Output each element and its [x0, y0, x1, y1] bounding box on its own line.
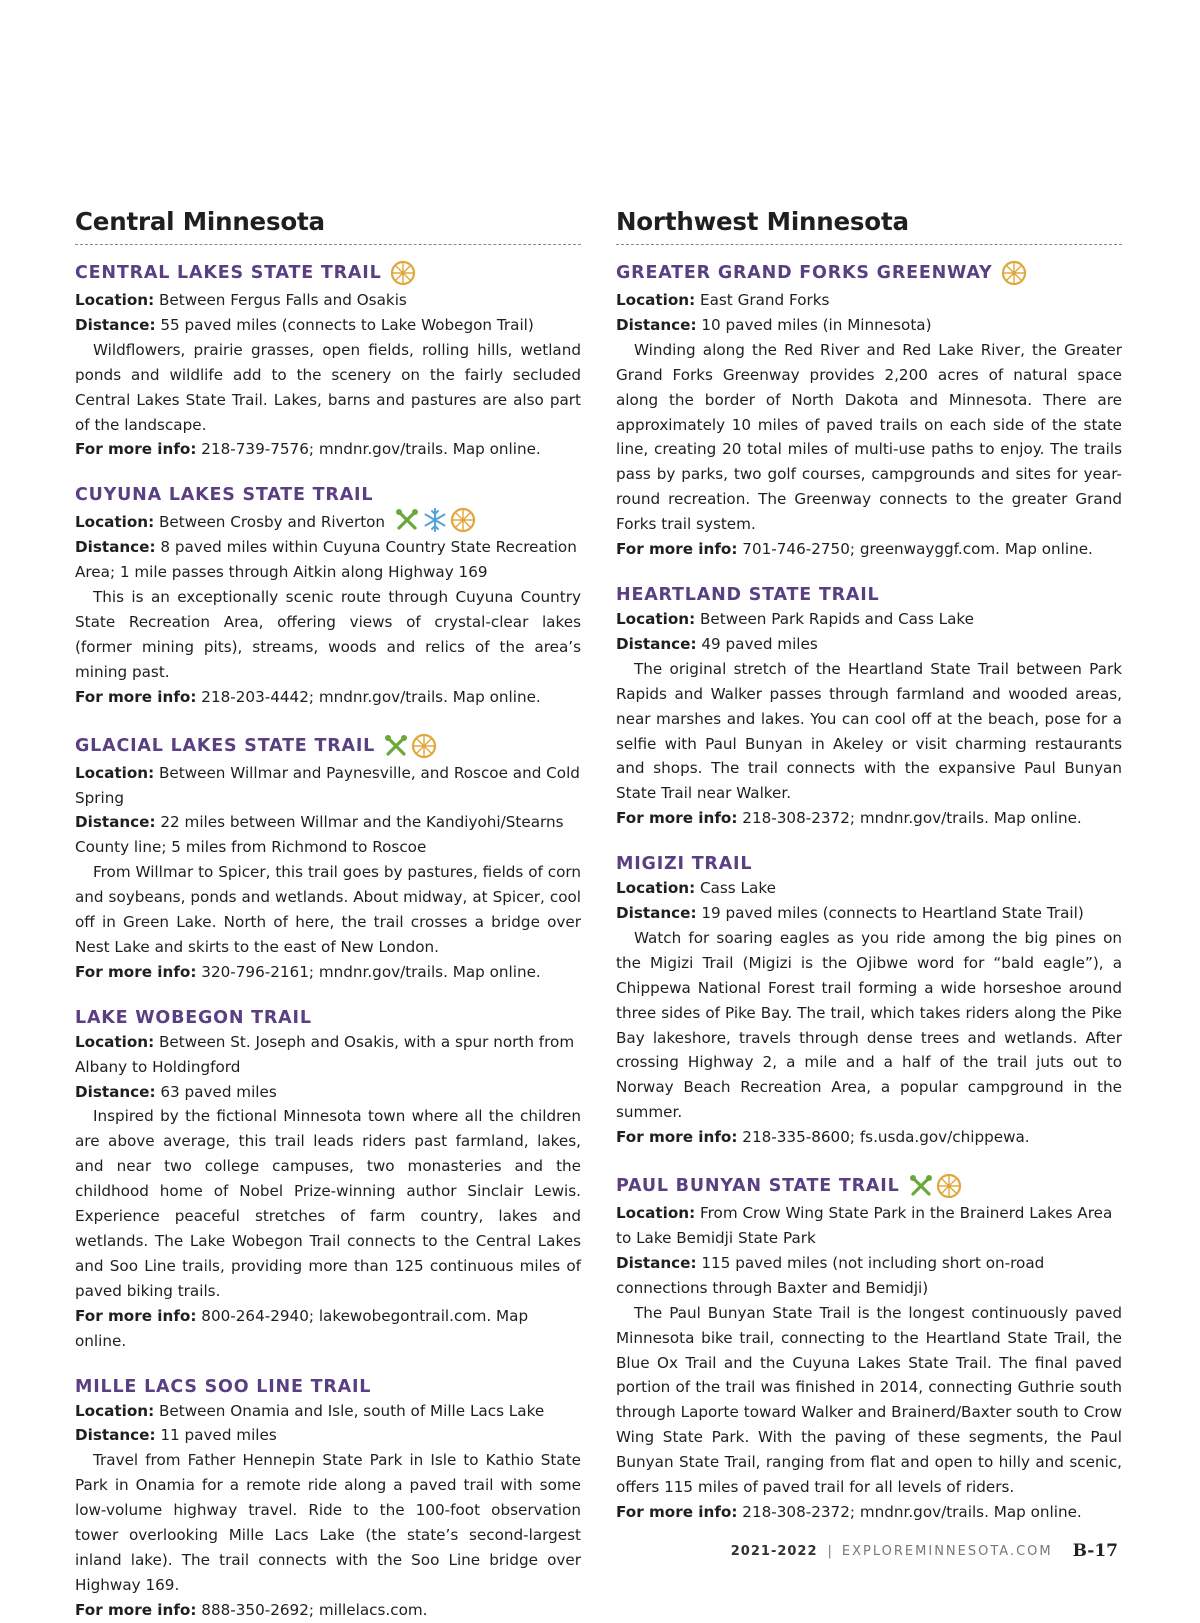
footer-website: EXPLOREMINNESOTA.COM — [841, 1543, 1053, 1559]
location-value: Cass Lake — [699, 879, 776, 898]
trail-name: GREATER GRAND FORKS GREENWAY — [616, 263, 993, 283]
distance-line — [75, 810, 581, 860]
location-line — [616, 1201, 1122, 1251]
distance-value: 19 paved miles (connects to Heartland State Trail) — [701, 904, 1084, 923]
trail-name: HEARTLAND STATE TRAIL — [616, 584, 880, 605]
info-label: For more info: — [616, 540, 738, 559]
location-label: Location: — [75, 291, 155, 309]
distance-label: Distance: — [75, 1082, 156, 1101]
trail-entry — [75, 1377, 581, 1623]
distance-label: Distance: — [616, 1253, 697, 1272]
info-value: 320-796-2161; mndnr.gov/trails. Map online. — [201, 962, 541, 981]
info-value: 218-308-2372; mndnr.gov/trails. Map online. — [742, 809, 1082, 828]
location-line — [75, 761, 581, 811]
info-value: 218-203-4442; mndnr.gov/trails. Map online. — [201, 687, 541, 706]
location-value: Between Park Rapids and Cass Lake — [699, 609, 975, 628]
info-value: 888-350-2692; millelacs.com. — [201, 1600, 428, 1619]
trail-heading — [616, 1173, 1122, 1199]
distance-label: Distance: — [75, 538, 156, 557]
region-title: Central Minnesota — [75, 207, 581, 245]
distance-value: 49 paved miles — [701, 634, 818, 653]
trail-heading — [75, 1377, 581, 1397]
location-value: Between Crosby and Riverton — [158, 513, 386, 532]
location-value: From Crow Wing State Park in the Brainerd Lakes Area to Lake Bemidji State Park — [616, 1204, 1113, 1247]
distance-line — [616, 901, 1122, 926]
info-line — [75, 1598, 581, 1623]
distance-label: Distance: — [616, 634, 697, 653]
distance-value: 115 paved miles (not including short on-road connections through Baxter and Bemidji) — [616, 1253, 1045, 1297]
distance-value: 55 paved miles (connects to Lake Wobegon Trail) — [160, 315, 534, 334]
info-line — [75, 685, 581, 710]
info-label: For more info: — [616, 1128, 738, 1147]
distance-label: Distance: — [616, 904, 697, 923]
info-label: For more info: — [75, 1306, 197, 1325]
info-label: For more info: — [616, 809, 738, 828]
trail-entry — [616, 260, 1122, 562]
location-value: Between Onamia and Isle, south of Mille Lacs Lake — [158, 1401, 545, 1420]
trail-entry — [616, 854, 1122, 1150]
location-label: Location: — [616, 609, 696, 628]
location-line — [75, 288, 581, 313]
page-number: B-17 — [1072, 1541, 1118, 1561]
distance-line — [616, 1251, 1122, 1301]
bike-wheel-icon — [1001, 260, 1027, 286]
distance-line — [75, 1080, 581, 1105]
info-label: For more info: — [75, 687, 197, 706]
distance-label: Distance: — [75, 813, 156, 832]
distance-line — [75, 535, 581, 585]
trail-entry — [616, 1173, 1122, 1525]
trail-description: Wildflowers, prairie grasses, open fields, rolling hills, wetland ponds and wildlife add to the scenery on the fairly secluded Central Lakes State Trail. Lakes, barns and pastures are also part of the landscape. — [75, 340, 581, 434]
trail-icons — [908, 1173, 962, 1199]
distance-value: 8 paved miles within Cuyuna Country State Recreation Area; 1 mile passes through Aitkin along Highway 169 — [75, 538, 577, 582]
info-line — [75, 1304, 581, 1354]
location-value: East Grand Forks — [699, 291, 830, 309]
distance-line — [616, 632, 1122, 657]
location-value: Between Willmar and Paynesville, and Roscoe and Cold Spring — [75, 763, 580, 807]
trail-description: From Willmar to Spicer, this trail goes by pastures, fields of corn and soybeans, ponds and wetlands. About midway, at Spicer, cool off in Green Lake. North of here, the trail crosses a bridge over Nest Lake and skirts to the east of New London. — [75, 863, 581, 956]
footer-year: 2021-2022 — [730, 1543, 818, 1559]
info-label: For more info: — [75, 962, 197, 981]
region-title: Northwest Minnesota — [616, 207, 1122, 245]
info-line — [75, 437, 581, 462]
trail-description: The original stretch of the Heartland State Trail between Park Rapids and Walker passes through farmland and wooded areas, near marshes and lakes. You can cool off at the beach, pose for a selfie with Paul Bunyan in Akeley or visit charming restaurants and shops. The trail connects with the expansive Paul Bunyan State Trail near Walker. — [616, 659, 1122, 803]
page-footer — [731, 1541, 1118, 1561]
distance-label: Distance: — [75, 1426, 156, 1445]
info-label: For more info: — [75, 1600, 197, 1619]
trail-description: Watch for soaring eagles as you ride among the big pines on the Migizi Trail (Migizi is the Ojibwe word for “bald eagle”), a Chippewa National Forest trail forming a wide horseshoe around three sides of Pike Bay. The trail, which takes riders along the Pike Bay lakeshore, travels through dense trees and wetlands. After crossing Highway 2, a mile and a half of the trail juts out to Norway Beach Recreation Area, a popular campground in the summer. — [616, 928, 1122, 1122]
mountain-bike-tools-icon — [394, 507, 420, 533]
bike-wheel-icon — [411, 733, 437, 759]
info-line — [616, 1125, 1122, 1150]
trail-description: This is an exceptionally scenic route through Cuyuna Country State Recreation Area, offering views of crystal-clear lakes (former mining pits), streams, woods and relics of the area’s mining past. — [75, 588, 581, 681]
trail-name: PAUL BUNYAN STATE TRAIL — [616, 1176, 900, 1197]
location-label: Location: — [75, 1032, 155, 1051]
trail-name: MIGIZI TRAIL — [616, 854, 753, 875]
distance-value: 11 paved miles — [160, 1426, 277, 1445]
distance-label: Distance: — [75, 315, 156, 334]
location-label: Location: — [616, 1204, 696, 1223]
info-line — [616, 1500, 1122, 1525]
trail-heading — [616, 854, 1122, 874]
left-column — [75, 207, 581, 1623]
distance-line — [75, 313, 581, 338]
trail-name: LAKE WOBEGON TRAIL — [75, 1007, 312, 1028]
trail-description: Winding along the Red River and Red Lake River, the Greater Grand Forks Greenway provides 2,200 acres of natural space along the border of North Dakota and Minnesota. There are approximately 10 miles of paved trails on each side of the state line, creating 20 total miles of multi-use paths to enjoy. The trails pass by parks, two golf courses, campgrounds and sites for year-round recreation. The Greenway connects to the greater Grand Forks trail system. — [616, 340, 1122, 534]
trail-icons — [383, 733, 437, 759]
bike-wheel-icon — [936, 1173, 962, 1199]
bike-wheel-icon — [390, 260, 416, 286]
location-line — [75, 507, 581, 535]
trail-icons — [390, 260, 416, 286]
distance-value: 63 paved miles — [160, 1082, 277, 1101]
trail-heading — [75, 1008, 581, 1028]
right-column — [616, 207, 1122, 1525]
info-line — [75, 960, 581, 985]
location-label: Location: — [75, 763, 155, 782]
trail-icons — [394, 507, 476, 533]
location-label: Location: — [75, 513, 155, 532]
trail-heading — [75, 260, 581, 286]
distance-label: Distance: — [616, 315, 697, 334]
mountain-bike-tools-icon — [908, 1173, 934, 1199]
trail-heading — [616, 585, 1122, 605]
trail-entry — [75, 733, 581, 985]
distance-value: 10 paved miles (in Minnesota) — [701, 315, 932, 334]
trail-name: MILLE LACS SOO LINE TRAIL — [75, 1376, 372, 1397]
location-line — [616, 876, 1122, 901]
trail-name: CENTRAL LAKES STATE TRAIL — [75, 263, 382, 283]
info-value: 218-308-2372; mndnr.gov/trails. Map online. — [742, 1502, 1082, 1521]
trail-entry — [616, 585, 1122, 831]
location-value: Between St. Joseph and Osakis, with a spur north from Albany to Holdingford — [75, 1032, 575, 1076]
info-value: 218-335-8600; fs.usda.gov/chippewa. — [742, 1128, 1030, 1147]
distance-line — [75, 1423, 581, 1448]
info-line — [616, 806, 1122, 831]
info-value: 218-739-7576; mndnr.gov/trails. Map online. — [201, 440, 541, 459]
footer-separator: | — [827, 1543, 832, 1559]
info-value: 701-746-2750; greenwayggf.com. Map online. — [742, 540, 1093, 559]
trail-entry — [75, 260, 581, 462]
trail-name: CUYUNA LAKES STATE TRAIL — [75, 485, 374, 506]
info-label: For more info: — [75, 440, 197, 459]
location-line — [616, 607, 1122, 632]
location-label: Location: — [616, 879, 696, 898]
distance-value: 22 miles between Willmar and the Kandiyohi/Stearns County line; 5 miles from Richmond to Roscoe — [75, 813, 564, 857]
location-value: Between Fergus Falls and Osakis — [158, 291, 407, 309]
trail-icons — [1001, 260, 1027, 286]
trail-heading — [616, 260, 1122, 286]
trail-description: Travel from Father Hennepin State Park in Isle to Kathio State Park in Onamia for a remote ride along a paved trail with some low-volume highway travel. Ride to the 100-foot observation tower overlooking Mille Lacs Lake (the state’s second-largest inland lake). The trail connects with the Soo Line bridge over Highway 169. — [75, 1451, 581, 1594]
trail-heading — [75, 485, 581, 505]
trail-entry — [75, 485, 581, 709]
distance-line — [616, 313, 1122, 338]
location-line — [75, 1030, 581, 1080]
trail-name: GLACIAL LAKES STATE TRAIL — [75, 735, 376, 756]
info-line — [616, 537, 1122, 562]
location-line — [616, 288, 1122, 313]
location-label: Location: — [75, 1401, 155, 1420]
trail-heading — [75, 733, 581, 759]
trail-description: The Paul Bunyan State Trail is the longest continuously paved Minnesota bike trail, connecting to the Heartland State Trail, the Blue Ox Trail and the Cuyuna Lakes State Trail. The final paved portion of the trail was finished in 2014, connecting Guthrie south through Laporte toward Walker and Brainerd/Baxter south to Crow Wing State Park. With the paving of these segments, the Paul Bunyan State Trail, ranging from flat and open to hilly and scenic, offers 115 miles of paved trail for all levels of riders. — [616, 1303, 1122, 1497]
location-label: Location: — [616, 291, 696, 309]
snowflake-icon — [422, 507, 448, 533]
mountain-bike-tools-icon — [383, 733, 409, 759]
info-value: 800-264-2940; lakewobegontrail.com. Map online. — [75, 1306, 529, 1350]
location-line — [75, 1399, 581, 1424]
trail-description: Inspired by the fictional Minnesota town where all the children are above average, this trail leads riders past farmland, lakes, and near two college campuses, two monasteries and the childhood home of Nobel Prize-winning author Sinclair Lewis. Experience peaceful stretches of farm country, lakes and wetlands. The Lake Wobegon Trail connects to the Central Lakes and Soo Line trails, providing more than 125 continuous miles of paved biking trails. — [75, 1107, 581, 1300]
trail-entry — [75, 1008, 581, 1354]
bike-wheel-icon — [450, 507, 476, 533]
info-label: For more info: — [616, 1502, 738, 1521]
